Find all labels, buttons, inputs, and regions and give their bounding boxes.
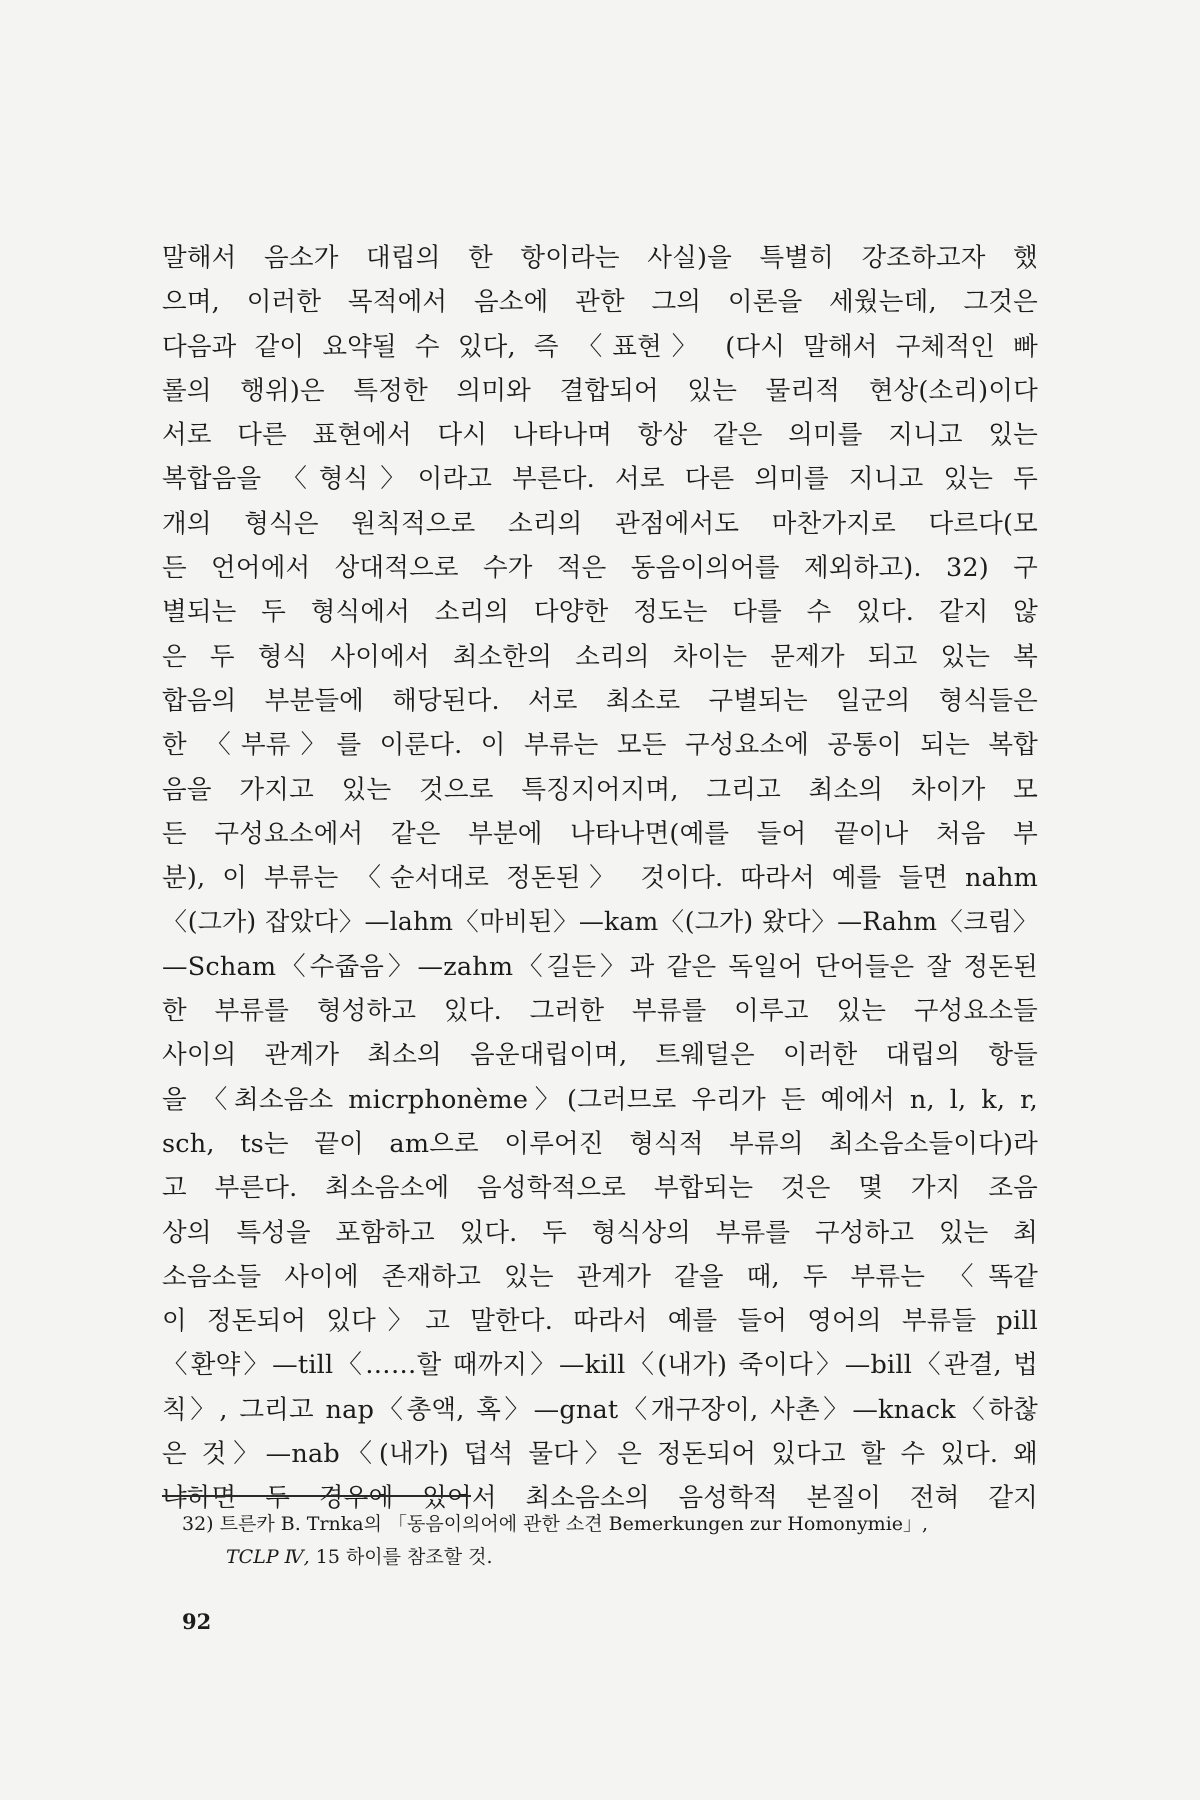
body-line: 분), 이 부류는 〈순서대로 정돈된〉 것이다. 따라서 예를 들면 nahm xyxy=(162,863,1038,894)
body-line: 한 〈부류〉를 이룬다. 이 부류는 모든 구성요소에 공통이 되는 복합 xyxy=(162,730,1038,761)
body-line: 은 두 형식 사이에서 최소한의 소리의 차이는 문제가 되고 있는 복 xyxy=(162,641,1038,672)
footnote-reference: 15 하이를 참조할 것. xyxy=(309,1546,493,1568)
body-line: 말해서 음소가 대립의 한 항이라는 사실)을 특별히 강조하고자 했 xyxy=(162,243,1038,273)
body-line: 개의 형식은 원칙적으로 소리의 관점에서도 마찬가지로 다르다(모 xyxy=(162,508,1038,539)
body-line: 복합음을 〈형식〉이라고 부른다. 서로 다른 의미를 지니고 있는 두 xyxy=(162,464,1038,495)
body-line: 롤의 행위)은 특정한 의미와 결합되어 있는 물리적 현상(소리)이다 xyxy=(162,375,1038,406)
body-line: 냐하면 두 경우에 있어서 최소음소의 음성학적 본질이 전혀 같지 xyxy=(162,1483,1038,1514)
body-line: 별되는 두 형식에서 소리의 다양한 정도는 다를 수 있다. 같지 않 xyxy=(162,597,1038,628)
body-line: 서로 다른 표현에서 다시 나타나며 항상 같은 의미를 지니고 있는 xyxy=(162,420,1038,451)
body-line: sch, ts는 끝이 am으로 이루어진 형식적 부류의 최소음소들이다)라 xyxy=(162,1128,1038,1159)
body-line: 상의 특성을 포함하고 있다. 두 형식상의 부류를 구성하고 있는 최 xyxy=(162,1217,1038,1248)
body-line: 든 언어에서 상대적으로 수가 적은 동음이의어를 제외하고). 32) 구 xyxy=(162,553,1038,584)
body-line: 든 구성요소에서 같은 부분에 나타나면(예를 들어 끝이나 처음 부 xyxy=(162,818,1038,849)
body-line: 이 정돈되어 있다〉고 말한다. 따라서 예를 들어 영어의 부류들 pill xyxy=(162,1306,1038,1337)
body-line: 을 〈최소음소 micrphonème〉(그러므로 우리가 든 예에서 n, l, k, r, xyxy=(162,1084,1038,1115)
footnote-line-1: 32) 트른카 B. Trnka의 「동음이의어에 관한 소견 Bemerkungen zur Homonymie」, xyxy=(182,1513,929,1535)
body-line: 은 것〉—nab〈(내가) 덥석 물다〉은 정돈되어 있다고 할 수 있다. 왜 xyxy=(162,1439,1038,1470)
body-line: 합음의 부분들에 해당된다. 서로 최소로 구별되는 일군의 형식들은 xyxy=(162,685,1038,716)
body-line: 〈(그가) 잡았다〉—lahm〈마비된〉—kam〈(그가) 왔다〉—Rahm〈크림〉 xyxy=(162,907,1038,937)
body-line: 으며, 이러한 목적에서 음소에 관한 그의 이론을 세웠는데, 그것은 xyxy=(162,287,1038,318)
body-text xyxy=(162,236,1038,1521)
body-line: 한 부류를 형성하고 있다. 그러한 부류를 이루고 있는 구성요소들 xyxy=(162,996,1038,1027)
footnote-journal: TCLP Ⅳ, xyxy=(226,1546,310,1568)
body-line: 사이의 관계가 최소의 음운대립이며, 트웨덜은 이러한 대립의 항들 xyxy=(162,1040,1038,1071)
body-line: 칙〉, 그리고 nap〈총액, 혹〉—gnat〈개구장이, 사촌〉—knack〈하찮 xyxy=(162,1394,1038,1425)
body-line: 고 부른다. 최소음소에 음성학적으로 부합되는 것은 몇 가지 조음 xyxy=(162,1173,1038,1204)
body-line: 다음과 같이 요약될 수 있다, 즉 〈표현〉 (다시 말해서 구체적인 빠 xyxy=(162,331,1038,362)
footnote xyxy=(182,1508,1042,1574)
body-line: 〈환약〉—till〈……할 때까지〉—kill〈(내가) 죽이다〉—bill〈관결, 법 xyxy=(162,1350,1038,1381)
body-line: 소음소들 사이에 존재하고 있는 관계가 같을 때, 두 부류는 〈똑같 xyxy=(162,1261,1038,1292)
footnote-line-2 xyxy=(182,1541,1042,1574)
page-number: 92 xyxy=(182,1609,212,1634)
body-line: 음을 가지고 있는 것으로 특징지어지며, 그리고 최소의 차이가 모 xyxy=(162,774,1038,805)
footnote-divider xyxy=(162,1495,471,1497)
body-line: —Scham〈수줍음〉—zahm〈길든〉과 같은 독일어 단어들은 잘 정돈된 xyxy=(162,951,1038,982)
